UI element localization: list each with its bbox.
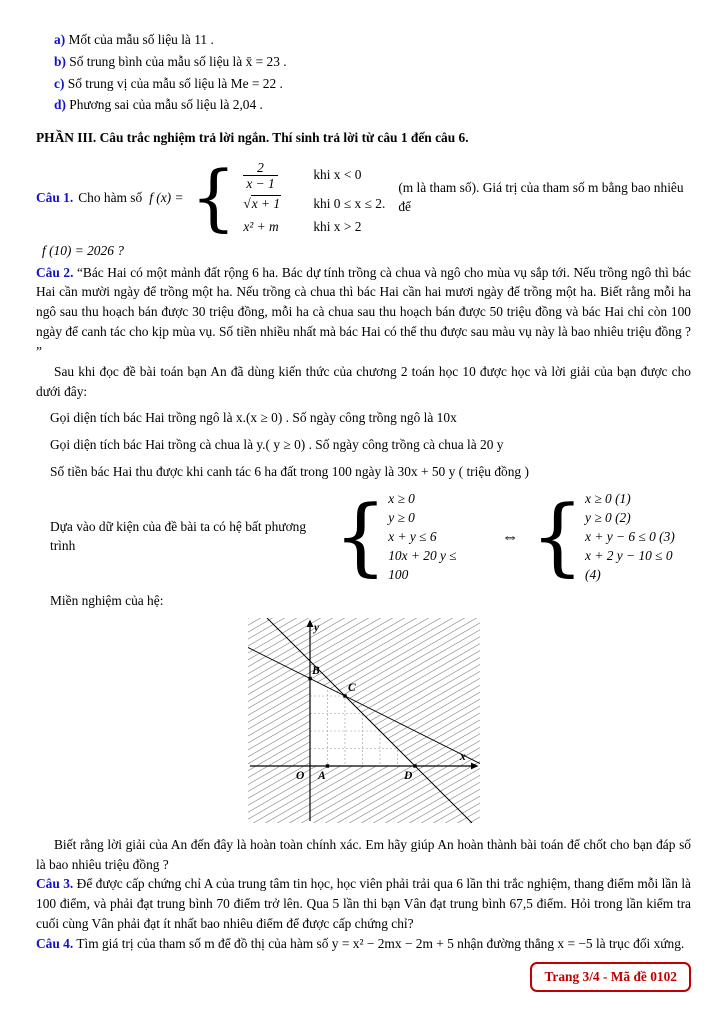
statement-c-text: Số trung vị của mẫu số liệu là Me = 22 . [67,75,283,91]
system-2-line: y ≥ 0 (2) [585,509,631,525]
point-O-label: O [295,769,304,782]
statement-a [54,30,691,50]
feasible-region-caption: Miền nghiệm của hệ: [50,593,164,609]
inequality-system-row [50,486,691,585]
point-C-label: C [347,681,356,694]
solution-line-money: Số tiền bác Hai thu được khi canh tác 6 ha đất trong 100 ngày là 30x + 50 y ( triệu đồng ) [50,464,529,480]
case-3-expr: x² + m [243,218,279,234]
question-4 [36,934,691,954]
question-3-text: Để được cấp chứng chỉ A của trung tâm tin học, học viên phải trải qua 6 lần thi trắc nghiệm, thang điểm mỗi lần là 100 điểm, và phải đạt trung bình 70 điểm trở lên. Qua 5 lần thi bạn Vân đạt trung bình 67,5 điểm. Hỏi trong lần kiểm tra cuối cùng Vân phải đạt ít nhất bao nhiêu điểm để được cấp chứng chỉ? [36,876,691,932]
system-1-line: y ≥ 0 [388,509,415,525]
x-axis-label: x [459,750,466,763]
question-1-label: Câu 1. [36,189,74,205]
question-1-continuation: (m là tham số). Giá trị của tham số m bằng bao nhiêu để [398,179,684,215]
piecewise-brace: { [190,155,237,240]
point-C-marker [343,694,346,697]
question-4-label: Câu 4. [36,935,74,951]
feasible-region-graph [248,618,480,823]
statement-a-label: a) [54,32,66,47]
fraction-numerator: 2 [257,160,264,176]
part3-heading: PHẦN III. Câu trắc nghiệm trả lời ngắn. Thí sinh trả lời từ câu 1 đến câu 6. [36,130,469,146]
system-intro: Dựa vào dữ kiện của đề bài ta có hệ bất phương trình [50,518,307,554]
system-1-line: x ≥ 0 [388,490,415,506]
point-A-label: A [317,769,326,782]
case-2 [243,194,385,214]
statement-d-label: d) [54,97,66,113]
question-2-text: “Bác Hai có một mảnh đất rộng 6 ha. Bác dự tính trồng cà chua và ngô cho mùa vụ sắp tới. Nếu trồng ngô thì bác Hai cần mười ngày để trồng một ha. Nếu trồng cà chua thì bác Hai cần hai mươi ngày để trồng một ha. Biết rằng mỗi ha ngô sau thu hoạch bán được 30 triệu đồng, mỗi ha cà chua sau thu hoạch bán được 50 triệu đồng và bác Hai chỉ còn 100 ngày để canh tác cho kịp mùa vụ. Số tiền nhiều nhất mà bác Hai có thể thu được sau màu vụ này là bao nhiêu triệu đồng ? ” [36,264,691,359]
statement-d [54,95,691,115]
point-A-marker [325,764,328,767]
solution-line-tomato: Gọi diện tích bác Hai trồng cà chua là y.( y ≥ 0) . Số ngày công trồng cà chua là 20 y [50,437,504,453]
question-1-intro: Cho hàm số [78,189,143,205]
solution-line-corn: Gọi diện tích bác Hai trồng ngô là x.(x ≥ 0) . Số ngày công trồng ngô là 10x [50,410,457,426]
point-D-marker [413,764,416,767]
case-1 [243,158,385,191]
question-1 [36,155,691,240]
question-1-equation: f (10) = 2026 ? [42,242,124,258]
statement-a-text: Mốt của mẫu số liệu là 11 . [68,32,214,47]
system-2-line: x + 2 y − 10 ≤ 0 (4) [585,548,673,583]
question-2 [36,263,691,362]
statement-b-text: Số trung bình của mẫu số liệu là x̄ = 23 . [69,53,287,69]
system-1-line: 10x + 20 y ≤ 100 [388,548,457,583]
y-axis-label: y [313,621,319,634]
system-1-lines [388,489,479,584]
statement-d-text: Phương sai của mẫu số liệu là 2,04 . [69,97,263,113]
iff-symbol: ⇔ [501,526,519,546]
question-2-label: Câu 2. [36,264,74,280]
statement-c [54,74,691,94]
fraction [243,160,277,191]
question-4-text: Tìm giá trị của tham số m để đồ thị của hàm số y = x² − 2mx − 2m + 5 nhận đường thẳng x = −5 là trục đối xứng. [76,935,685,951]
page-number-text: Trang 3/4 - Mã đề 0102 [544,969,677,985]
case-1-expr [243,158,299,191]
case-3-condition: khi x > 2 [313,218,362,234]
case-2-expr [243,194,299,214]
question-2-closing: Biết rằng lời giải của An đến đây là hoàn toàn chính xác. Em hãy giúp An hoàn thành bài toán để chốt cho bạn đáp số là bao nhiêu triệu đồng ? [36,836,691,872]
case-3 [243,217,385,237]
radicand: x + 1 [251,196,281,212]
system-2-line: x + y − 6 ≤ 0 (3) [585,528,675,544]
point-B-label: B [311,664,320,677]
system-1 [333,486,480,585]
case-1-condition: khi x < 0 [313,166,362,182]
question-3 [36,874,691,933]
question-3-label: Câu 3. [36,876,74,892]
point-D-label: D [403,769,412,782]
function-notation: f (x) = [149,189,184,205]
statement-b-label: b) [54,53,66,69]
page-number-box [530,962,691,992]
system-1-brace: { [333,486,388,585]
piecewise-cases [243,158,385,237]
system-2-brace: { [530,486,585,585]
question-2-solution-intro: Sau khi đọc đề bài toán bạn An đã dùng kiến thức của chương 2 toán học 10 được học và lời giải của bạn được cho dưới đây: [36,363,691,399]
system-2-lines [585,489,691,584]
statement-b [54,52,691,72]
fraction-denominator: x − 1 [243,175,277,191]
statement-c-label: c) [54,75,65,91]
system-2-line: x ≥ 0 (1) [585,490,631,506]
case-2-condition: khi 0 ≤ x ≤ 2. [313,196,386,212]
point-B-marker [308,677,311,680]
feasible-region-figure [248,618,480,829]
system-2 [530,486,691,585]
system-1-line: x + y ≤ 6 [388,528,437,544]
radical-sign: √ [243,196,251,212]
